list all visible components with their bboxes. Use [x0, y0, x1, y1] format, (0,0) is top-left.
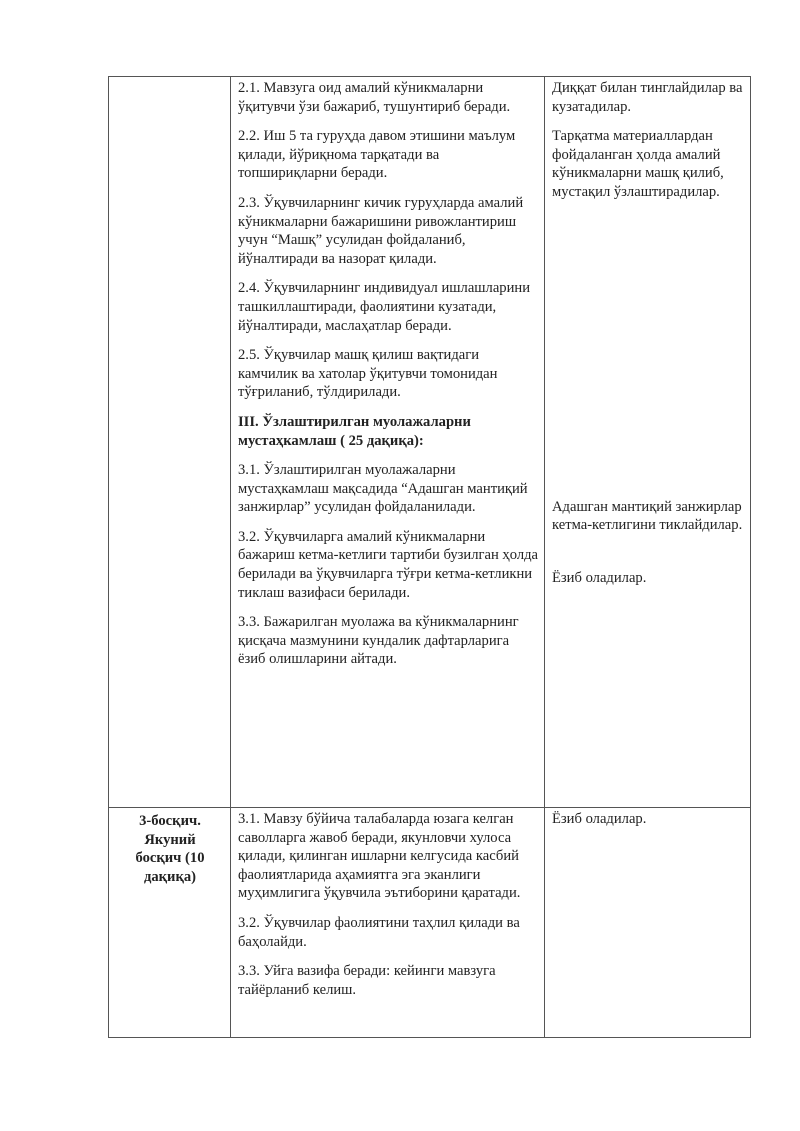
teacher-step: 2.2. Иш 5 та гуруҳда давом этишини маълум қилади, йўриқнома тарқатади ва топшириқларни беради.: [238, 128, 516, 182]
student-activity: Адашган мантиқий занжирлар кетма-кетлигини тиклайдилар.: [552, 498, 743, 534]
student-activity: Тарқатма материаллардан фойдаланган ҳолда амалий кўникмаларни машқ қилиб, мустақил ўзлаштирадилар.: [552, 128, 724, 200]
teacher-activity-cell: [231, 77, 545, 808]
teacher-step: 3.1. Мавзу бўйича талабаларда юзага келган саволларга жавоб беради, якунловчи хулоса қилади, қилинган ишларни келгусида касбий фаолиятларида аҳамиятга эга эканлиги муҳимлигига ўқувчила эътиборини қаратади.: [238, 811, 521, 902]
stage-cell-empty: [109, 77, 231, 808]
student-activity-cell: [545, 77, 751, 808]
stage-label-cell: [109, 808, 231, 1038]
stage-label-line: 3-босқич.: [139, 813, 201, 829]
stage-label-line: Якуний: [144, 831, 196, 848]
teacher-step: 3.2. Ўқувчиларга амалий кўникмаларни бажариш кетма-кетлиги тартиби бузилган ҳолда берилади ва ўқувчиларга тўғри кетма-кетликни тиклаш вазифаси берилади.: [238, 528, 539, 601]
teacher-step: 3.1. Ўзлаштирилган муолажаларни мустаҳкамлаш мақсадида “Адашган мантиқий занжирлар” усулидан фойдаланилади.: [238, 462, 528, 516]
teacher-activity-cell: [231, 808, 545, 1038]
table-row: [109, 808, 751, 1038]
lesson-plan-table: [108, 76, 751, 1038]
student-activity-cell: [545, 808, 751, 1038]
teacher-step: 2.1. Мавзуга оид амалий кўникмаларни ўқитувчи ўзи бажариб, тушунтириб беради.: [238, 80, 511, 115]
student-activity: Ёзиб оладилар.: [552, 811, 647, 827]
teacher-step: 2.5. Ўқувчилар машқ қилиш вақтидаги камчилик ва хатолар ўқитувчи томонидан тўғриланиб, тўлдирилади.: [238, 347, 498, 401]
teacher-step: 2.3. Ўқувчиларнинг кичик гуруҳларда амалий кўникмаларни бажаришини ривожлантириш учун “Машқ” усулидан фойдаланиб, йўналтиради ва назорат қилади.: [238, 194, 524, 267]
section-heading: III. Ўзлаштирилган муолажаларни мустаҳкамлаш ( 25 дақиқа):: [238, 413, 471, 449]
table-row: [109, 77, 751, 808]
teacher-step: 3.3. Уйга вазифа беради: кейинги мавзуга тайёрланиб келиш.: [238, 963, 496, 998]
teacher-step: 3.2. Ўқувчилар фаолиятини таҳлил қилади ва баҳолайди.: [238, 914, 520, 950]
teacher-step: 3.3. Бажарилган муолажа ва кўникмаларнинг қисқача мазмунини кундалик дафтарларига ёзиб олишларини айтади.: [238, 614, 519, 668]
student-activity: Ёзиб оладилар.: [552, 569, 647, 586]
stage-label-line: дақиқа): [143, 868, 197, 885]
teacher-step: 2.4. Ўқувчиларнинг индивидуал ишлашларини ташкиллаштиради, фаолиятини кузатади, йўналтиради, маслаҳатлар беради.: [238, 280, 531, 334]
student-activity: Диққат билан тинглайдилар ва кузатадилар.: [552, 80, 743, 115]
stage-label-line: босқич (10: [135, 850, 205, 867]
